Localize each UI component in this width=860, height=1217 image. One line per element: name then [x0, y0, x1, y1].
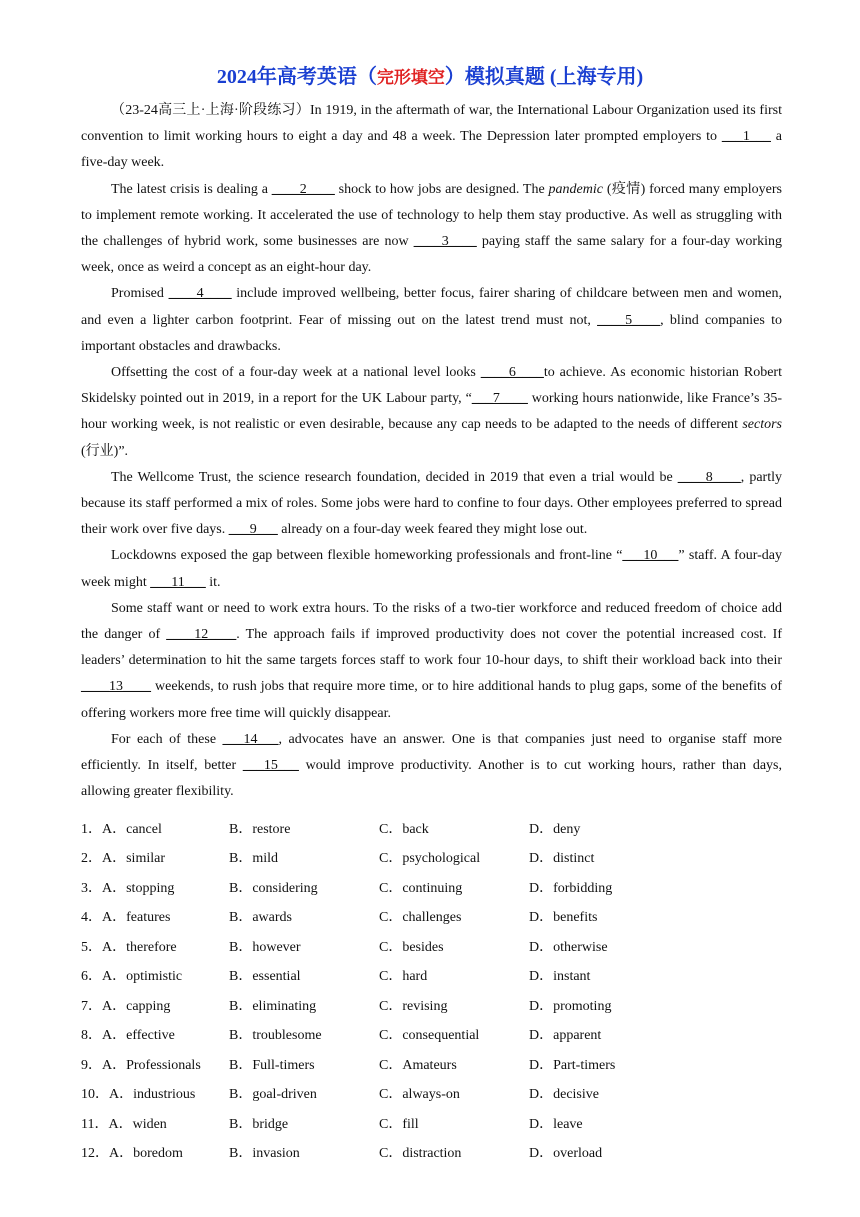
paragraph-text: to achieve. As economic historian Robert Skidelsky pointed out in 2019, in a report for the UK Labour party, “ [81, 365, 782, 407]
title-text-end: ）模拟真题 (上海专用) [444, 66, 644, 88]
blank: ____8____ [677, 469, 741, 485]
option-a: A．boredom [109, 1146, 183, 1162]
question-and-option-a [81, 847, 229, 867]
option-b: B．invasion [229, 1146, 300, 1162]
paragraph-text: paying staff the same salary for a four-day working week, once as weird a concept as an eight-hour day. [81, 234, 782, 276]
option-b: B．Full-timers [229, 1057, 315, 1073]
option-a: A．similar [102, 851, 165, 867]
option-c: C．psychological [379, 851, 481, 867]
question-number: 3． [81, 880, 102, 896]
question-number: 4． [81, 910, 102, 926]
blank: ___14___ [222, 731, 279, 747]
paragraph [81, 281, 782, 360]
option-c: C．distraction [379, 1146, 462, 1162]
paragraph-text: , partly because its staff performed a mix of roles. Some jobs were hard to confine to four days. Other employees preferred to spread their work over five days. [81, 469, 782, 538]
question-and-option-a [81, 1113, 229, 1133]
paragraph-text: Lockdowns exposed the gap between flexible homeworking professionals and front-line “ [111, 548, 623, 564]
option-b: B．bridge [229, 1116, 289, 1132]
option-c: C．consequential [379, 1028, 480, 1044]
blank: ___1___ [721, 129, 771, 145]
question-number: 7． [81, 998, 102, 1014]
paragraph-text: For each of these [111, 731, 223, 747]
question-and-option-a [81, 818, 229, 838]
option-b: B．considering [229, 880, 318, 896]
italic-term: sectors [742, 417, 782, 433]
question-number: 6． [81, 969, 102, 985]
option-c: C．hard [379, 969, 428, 985]
blank: ____2____ [271, 181, 335, 197]
paragraph-text: it. [205, 574, 221, 590]
blank: ____12____ [166, 627, 237, 643]
page-title [0, 60, 860, 89]
option-b: B．restore [229, 821, 291, 837]
option-a: A．cancel [102, 821, 162, 837]
option-row [81, 902, 782, 932]
option-b: B．however [229, 939, 301, 955]
option-b: B．troublesome [229, 1028, 322, 1044]
option-c: C．challenges [379, 910, 462, 926]
paragraph-text: shock to how jobs are designed. The [334, 181, 549, 197]
blank: ___10___ [622, 548, 679, 564]
paragraph [81, 596, 782, 727]
question-number: 10． [81, 1087, 109, 1103]
option-c: C．back [379, 821, 429, 837]
blank: ___9___ [228, 522, 278, 538]
option-d: D．leave [529, 1116, 583, 1132]
option-d: D．apparent [529, 1028, 602, 1044]
option-row [81, 1138, 782, 1168]
blank: ___7____ [471, 391, 528, 407]
italic-term: pandemic [548, 181, 603, 197]
option-a: A．optimistic [102, 969, 183, 985]
paragraph-text: Offsetting the cost of a four-day week at a national level looks [111, 365, 481, 381]
blank: ____6____ [480, 365, 544, 381]
paragraph-text: , advocates have an answer. One is that companies just need to organise staff more efficiently. In itself, better [81, 731, 782, 774]
paragraph [81, 98, 782, 177]
title-highlight: 完形填空 [376, 68, 445, 87]
blank: ____5____ [597, 312, 661, 328]
option-row [81, 813, 782, 843]
paragraph-text: weekends, to rush jobs that require more time, or to hire additional hands to plug gaps, some of the benefits of offering workers more free time will quickly disappear. [81, 679, 782, 721]
question-and-option-a [81, 995, 229, 1015]
option-a: A．stopping [102, 880, 175, 896]
paragraph-text: Some staff want or need to work extra hours. To the risks of a two-tier workforce and reduced freedom of choice add the danger of [81, 600, 782, 643]
paragraph [81, 465, 782, 544]
question-number: 8． [81, 1028, 102, 1044]
blank: ____4____ [168, 286, 232, 302]
paragraph-text: The latest crisis is dealing a [111, 181, 272, 197]
option-a: A．Professionals [102, 1057, 201, 1073]
option-a: A．widen [108, 1116, 167, 1132]
option-row [81, 1108, 782, 1138]
option-a: A．therefore [102, 939, 177, 955]
paragraph-text: working hours nationwide, like France’s 35-hour working week, is not realistic or even desirable, because any cap needs to be adapted to the needs of different [81, 391, 782, 433]
question-number: 11． [81, 1116, 109, 1132]
option-d: D．forbidding [529, 880, 613, 896]
question-and-option-a [81, 906, 229, 926]
option-c: C．always-on [379, 1087, 460, 1103]
question-number: 5． [81, 939, 102, 955]
option-c: C．continuing [379, 880, 463, 896]
option-a: A．features [102, 910, 171, 926]
option-row [81, 1079, 782, 1109]
paragraph-text: （23-24高三上·上海·阶段练习）In 1919, in the aftermath of war, the International Labour Organization used its first convention to limit working hours to eight a day and 48 a week. The Depression later prompted employers to [81, 103, 782, 145]
option-d: D．promoting [529, 998, 612, 1014]
paragraph [81, 177, 782, 282]
paragraph-text: (疫情) forced many employers to implement remote working. It accelerated the use of technology to help them stay productive. As well as struggling with the challenges of hybrid work, some businesses are now [81, 181, 783, 250]
question-and-option-a [81, 1054, 229, 1074]
option-d: D．otherwise [529, 939, 608, 955]
option-row [81, 931, 782, 961]
paragraph-text: would improve productivity. Another is to cut working hours, rather than days, allowing greater flexibility. [81, 758, 782, 800]
option-row [81, 1020, 782, 1050]
paragraph-text: , blind companies to important obstacles and drawbacks. [81, 312, 782, 354]
option-row [81, 843, 782, 873]
blank: ____13____ [81, 679, 151, 695]
option-b: B．goal-driven [229, 1087, 317, 1103]
title-text-start: 2024年高考英语（ [216, 66, 377, 88]
question-number: 1． [81, 821, 102, 837]
paragraph [81, 727, 782, 806]
blank: ____3____ [413, 234, 477, 250]
option-b: B．mild [229, 851, 279, 867]
paragraph-text: . The approach fails if improved productivity does not cover the potential increased cost. If leaders’ determination to hit the same targets forces staff to work four 10-hour days, to shift their workload back into their [81, 627, 782, 669]
option-c: C．besides [379, 939, 444, 955]
cloze-passage [81, 98, 782, 805]
paragraph-text: (行业)”. [81, 443, 129, 459]
option-row [81, 1049, 782, 1079]
option-b: B．eliminating [229, 998, 317, 1014]
paragraph [81, 360, 782, 465]
option-d: D．deny [529, 821, 581, 837]
blank: ___15___ [242, 758, 299, 774]
paragraph-text: a five-day week. [81, 129, 782, 171]
question-number: 2． [81, 851, 102, 867]
option-d: D．Part-timers [529, 1057, 616, 1073]
question-number: 12． [81, 1146, 109, 1162]
option-c: C．fill [379, 1116, 419, 1132]
blank: ___11___ [150, 574, 206, 590]
option-c: C．Amateurs [379, 1057, 457, 1073]
question-and-option-a [81, 965, 229, 985]
paragraph-text: ” staff. A four-day week might [81, 548, 782, 590]
answer-options [81, 813, 782, 1167]
option-b: B．essential [229, 969, 301, 985]
paragraph-text: Promised [111, 286, 169, 302]
question-and-option-a [81, 1083, 229, 1103]
option-row [81, 872, 782, 902]
option-d: D．instant [529, 969, 591, 985]
option-d: D．benefits [529, 910, 598, 926]
question-and-option-a [81, 877, 229, 897]
option-d: D．overload [529, 1146, 603, 1162]
option-row [81, 990, 782, 1020]
paragraph-text: include improved wellbeing, better focus, fairer sharing of childcare between men and women, and even a lighter carbon footprint. Fear of missing out on the latest trend must not, [81, 286, 783, 328]
option-a: A．effective [102, 1028, 175, 1044]
question-and-option-a [81, 1142, 229, 1162]
question-and-option-a [81, 1024, 229, 1044]
question-and-option-a [81, 936, 229, 956]
option-a: A．industrious [109, 1087, 196, 1103]
option-b: B．awards [229, 910, 292, 926]
paragraph [81, 543, 782, 595]
paragraph-text: already on a four-day week feared they might lose out. [277, 522, 588, 538]
option-d: D．distinct [529, 851, 595, 867]
option-d: D．decisive [529, 1087, 599, 1103]
option-row [81, 961, 782, 991]
question-number: 9． [81, 1057, 102, 1073]
option-a: A．capping [102, 998, 171, 1014]
option-c: C．revising [379, 998, 448, 1014]
paragraph-text: The Wellcome Trust, the science research foundation, decided in 2019 that even a trial would be [111, 469, 678, 485]
